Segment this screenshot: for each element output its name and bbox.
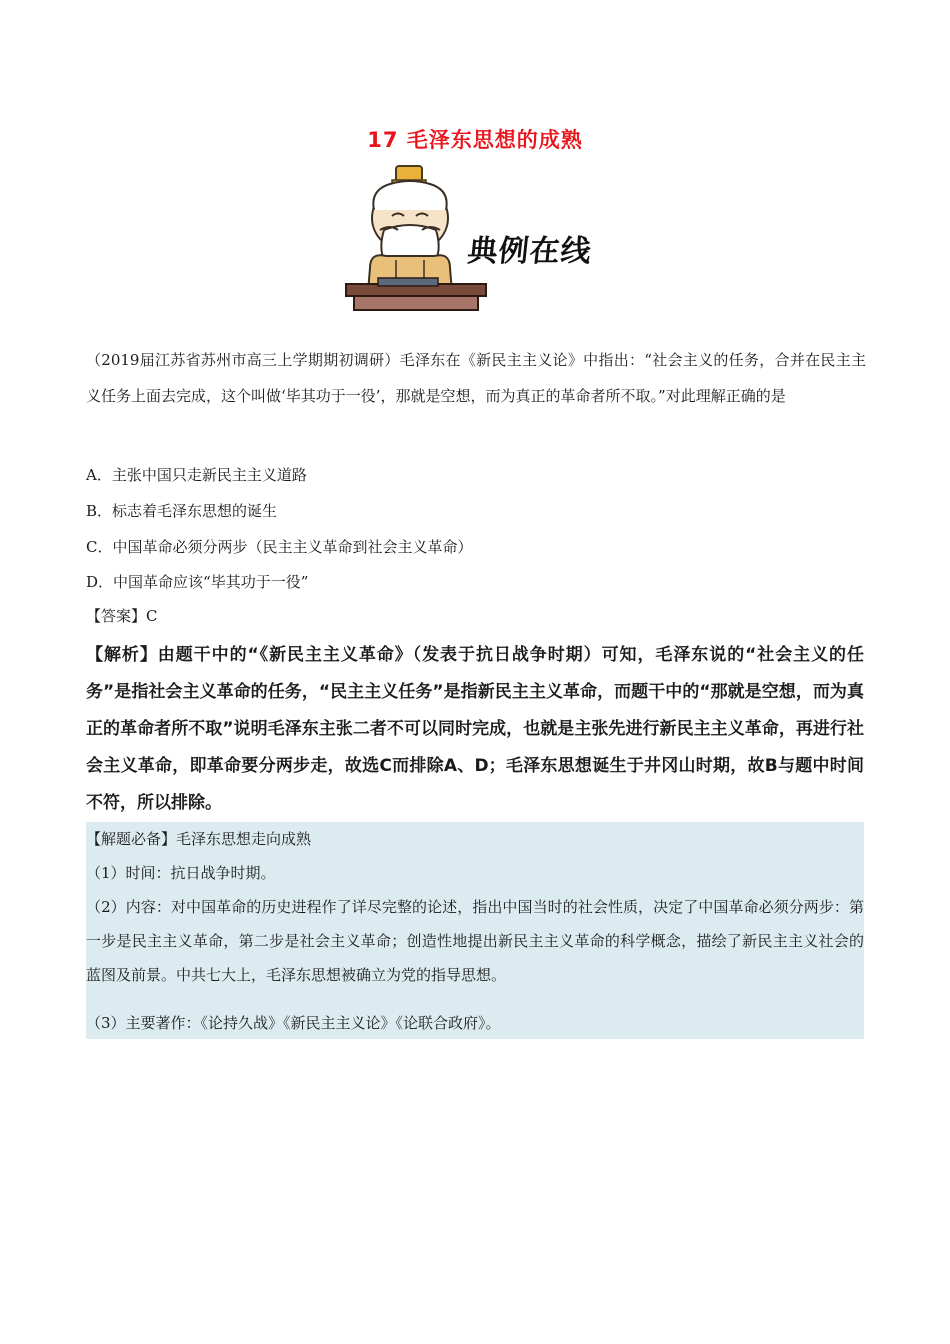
banner-text: 典例在线 [465, 234, 594, 269]
tips-box [86, 822, 864, 1039]
option-c: C．中国革命必须分两步（民主主义革命到社会主义革命） [86, 538, 473, 556]
page-title: 17 毛泽东思想的成熟 [367, 128, 583, 152]
answer: 【答案】C [86, 607, 158, 625]
tips-heading: 【解题必备】毛泽东思想走向成熟 [86, 830, 312, 848]
tips-item-works: （3）主要著作：《论持久战》《新民主主义论》《论联合政府》。 [86, 1014, 501, 1032]
analysis: 【解析】由题干中的“《新民主主义革命》（发表于抗日战争时期）可知，毛泽东说的“社会主义的任务”是指社会主义革命的任务，“民主主义任务”是指新民主主义革命，而题干中的“那就是空想，而为真正的革命者所不取”说明毛泽东主张二者不可以同时完成，也就是主张先进行新民主主义革命，再进行社会主义革命，即革命要分两步走，故选C而排除A、D；毛泽东思想诞生于井冈山时期，故B与题中时间不符，所以排除。 [86, 645, 864, 813]
option-d: D．中国革命应该“毕其功于一役” [86, 573, 309, 591]
example-banner [340, 160, 620, 315]
tips-item-content: （2）内容：对中国革命的历史进程作了详尽完整的论述，指出中国当时的社会性质，决定了中国革命必须分两步：第一步是民主主义革命，第二步是社会主义革命；创造性地提出新民主主义革命的科学概念，描绘了新民主主义社会的蓝图及前景。中共七大上，毛泽东思想被确立为党的指导思想。 [86, 898, 864, 984]
question-stem: （2019届江苏省苏州市高三上学期期初调研）毛泽东在《新民主主义论》中指出：“社会主义的任务，合并在民主主义任务上面去完成，这个叫做‘毕其功于一役’，那就是空想，而为真正的革命者所不取。”对此理解正确的是 [86, 351, 866, 405]
tips-item-time: （1）时间：抗日战争时期。 [86, 864, 276, 882]
option-a: A．主张中国只走新民主主义道路 [86, 466, 307, 484]
option-b: B．标志着毛泽东思想的诞生 [86, 502, 278, 520]
